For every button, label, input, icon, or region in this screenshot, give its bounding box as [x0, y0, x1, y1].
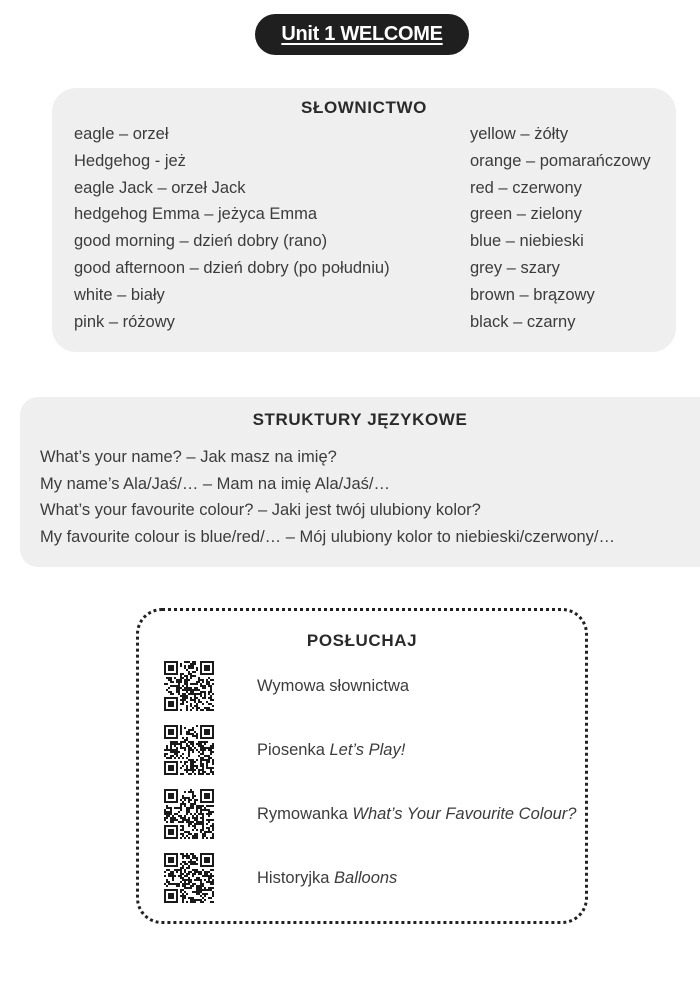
vocab-item: red – czerwony	[470, 178, 582, 197]
qr-code-icon[interactable]	[164, 789, 214, 839]
vocab-item: hedgehog Emma – jeżyca Emma	[74, 205, 318, 224]
structure-line: What’s your favourite colour? – Jaki jest twój ulubiony kolor?	[40, 501, 481, 519]
vocab-item: Hedgehog - jeż	[74, 151, 186, 170]
structures-panel	[20, 397, 700, 567]
audio-item-vocabulary[interactable]	[164, 661, 584, 713]
vocabulary-title: SŁOWNICTWO	[301, 98, 427, 117]
audio-item-label[interactable]: Historyjka Balloons	[257, 869, 398, 887]
vocab-item: blue – niebieski	[470, 232, 584, 251]
vocab-item: green – zielony	[470, 205, 582, 224]
listen-title: POSŁUCHAJ	[306, 631, 418, 650]
vocab-item: pink – różowy	[74, 312, 175, 331]
vocab-item: yellow – żółty	[470, 125, 569, 143]
vocabulary-right-column	[470, 121, 651, 335]
structure-line: My name’s Ala/Jaś/… – Mam na imię Ala/Jaś/…	[40, 474, 390, 493]
audio-item-label[interactable]: Piosenka Let’s Play!	[257, 741, 406, 759]
structure-line: My favourite colour is blue/red/… – Mój ulubiony kolor to niebieski/czerwony/…	[40, 527, 616, 546]
unit-title-badge	[255, 14, 469, 55]
vocab-item: black – czarny	[470, 312, 576, 331]
structures-list	[40, 444, 615, 550]
audio-item-label[interactable]: Wymowa słownictwa	[257, 677, 410, 695]
structures-title: STRUKTURY JĘZYKOWE	[252, 410, 468, 429]
audio-item-song[interactable]	[164, 725, 584, 777]
qr-code-icon[interactable]	[164, 661, 214, 711]
vocab-item: white – biały	[74, 285, 165, 304]
vocab-item: orange – pomarańczowy	[470, 151, 651, 170]
vocab-item: brown – brązowy	[470, 285, 595, 304]
vocabulary-left-column	[74, 121, 390, 335]
vocab-item: eagle Jack – orzeł Jack	[74, 178, 246, 197]
listen-panel	[136, 608, 588, 924]
qr-code-icon[interactable]	[164, 853, 214, 903]
vocab-item: grey – szary	[470, 258, 560, 277]
audio-item-label[interactable]: Rymowanka What’s Your Favourite Colour?	[257, 805, 577, 823]
qr-code-icon[interactable]	[164, 725, 214, 775]
vocab-item: good morning – dzień dobry (rano)	[74, 232, 328, 251]
audio-item-story[interactable]	[164, 853, 584, 905]
vocab-item: good afternoon – dzień dobry (po południu)	[74, 258, 390, 277]
vocabulary-panel	[52, 88, 676, 352]
structure-line: What’s your name? – Jak masz na imię?	[40, 448, 337, 466]
unit-title: Unit 1 WELCOME	[281, 23, 443, 45]
vocab-item: eagle – orzeł	[74, 125, 169, 143]
audio-item-rhyme[interactable]	[164, 789, 584, 841]
